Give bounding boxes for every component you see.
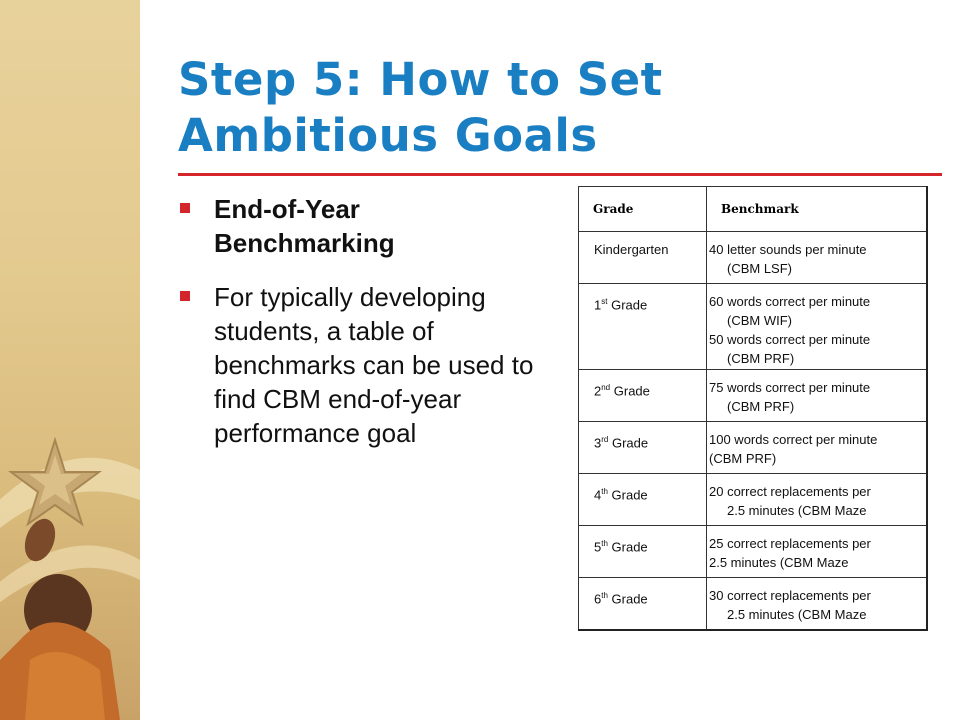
bullet-text: End-of-Year Benchmarking [214,194,395,258]
title-line-2: Ambitious Goals [178,109,598,162]
benchmark-line: (CBM LSF) [727,261,792,276]
benchmark-line: (CBM WIF) [727,313,792,328]
benchmark-line: 20 correct replacements per [709,484,871,499]
grade-label: Grade [607,539,648,555]
benchmark-line: 25 correct replacements per [709,536,871,551]
benchmark-line: 100 words correct per minute [709,432,878,447]
table-row [579,422,928,474]
grade-number: 5 [594,539,602,555]
benchmark-line: 2.5 minutes (CBM Maze [727,607,867,622]
grade-cell [579,422,707,474]
grade-number: Kindergarten [594,242,669,257]
grade-number: 6 [594,591,602,607]
grade-ordinal: th [601,487,608,496]
decorative-sidebar [0,0,140,720]
bullet-item [176,192,546,260]
grade-label: Grade [607,591,648,607]
table-header-row [579,187,928,232]
benchmark-cell [707,578,928,630]
grade-number: 1 [594,297,602,313]
benchmark-line: (CBM PRF) [727,399,795,414]
benchmark-line: 2.5 minutes (CBM Maze [727,503,867,518]
benchmark-line: 30 correct replacements per [709,588,871,603]
benchmark-cell [707,526,928,578]
grade-label: Grade [607,297,648,313]
benchmark-cell [707,284,928,370]
title-divider [178,173,942,176]
benchmark-cell [707,422,928,474]
grade-cell [579,474,707,526]
grade-cell [579,284,707,370]
grade-label: Grade [610,383,650,399]
table-row [579,474,928,526]
grade-ordinal: nd [601,383,611,392]
table-row [579,526,928,578]
benchmark-header: Benchmark [707,187,928,232]
grade-ordinal: th [601,539,608,548]
grade-label: Grade [608,435,649,451]
benchmark-cell [707,370,928,422]
table-row [579,578,928,630]
square-bullet-icon [180,203,190,213]
grade-number: 4 [594,487,602,503]
grade-label: Grade [607,487,648,503]
bullet-item [176,280,546,450]
star-decoration-icon [0,0,140,720]
benchmark-line: 2.5 minutes (CBM Maze [709,555,849,570]
grade-cell [579,232,707,284]
grade-ordinal: th [601,591,608,600]
table-row [579,370,928,422]
title-line-1: Step 5: How to Set [178,53,663,106]
grade-header: Grade [579,187,707,232]
grade-cell [579,526,707,578]
benchmark-line: 50 words correct per minute [709,332,871,347]
table-row [579,284,928,370]
bullet-list [176,192,546,470]
grade-number: 3 [594,435,602,451]
grade-cell [579,370,707,422]
benchmark-cell [707,232,928,284]
benchmark-line: (CBM PRF) [709,451,777,466]
square-bullet-icon [180,291,190,301]
benchmark-line: 40 letter sounds per minute [709,242,867,257]
benchmark-line: (CBM PRF) [727,351,795,366]
grade-cell [579,578,707,630]
grade-ordinal: st [601,297,608,306]
benchmark-line: 60 words correct per minute [709,294,871,309]
grade-number: 2 [594,383,602,399]
page-title [178,52,918,164]
benchmark-table [578,186,928,631]
grade-ordinal: rd [601,435,609,444]
benchmark-cell [707,474,928,526]
benchmark-line: 75 words correct per minute [709,380,871,395]
bullet-text: For typically developing students, a table of benchmarks can be used to find CBM end-of-year performance goal [214,282,534,448]
table-row [579,232,928,284]
